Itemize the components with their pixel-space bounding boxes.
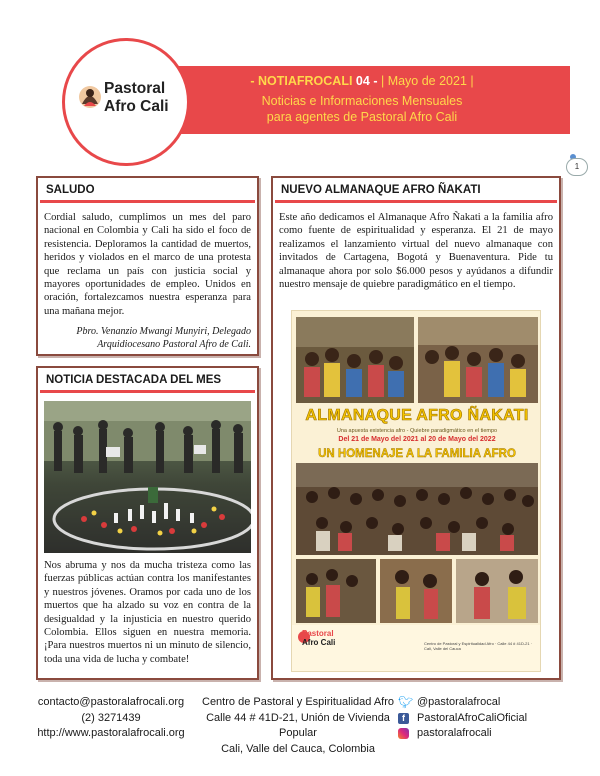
logo-line2: Afro Cali <box>104 98 169 115</box>
subtitle-line2: para agentes de Pastoral Afro Cali <box>266 110 458 124</box>
footer-center-name: Centro de Pastoral y Espiritualidad Afro <box>202 696 394 708</box>
almanaque-poster <box>291 310 541 672</box>
noticia-box <box>36 366 259 680</box>
protest-memorial-photo <box>44 401 251 553</box>
footer-website[interactable]: http://www.pastoralafrocali.org <box>37 727 185 739</box>
instagram-handle: pastoralafrocali <box>417 727 492 739</box>
signature-line2: Arquidiocesano Pastoral Afro de Cali. <box>97 338 251 350</box>
poster-title: ALMANAQUE AFRO ÑAKATI <box>305 407 529 424</box>
facebook-handle: PastoralAfroCaliOficial <box>417 711 528 724</box>
logo-text <box>104 80 169 116</box>
footer-street: Calle 44 # 41D-21, Unión de Vivienda Popular <box>206 711 390 739</box>
footer-social <box>398 695 568 742</box>
protest-memorial-illustration <box>44 401 251 553</box>
saludo-title: SALUDO <box>40 178 255 203</box>
issue-separator: - <box>373 74 378 88</box>
poster-footer-text: Centro de Pastoral y Espiritualidad Afro · Calle 44 # 41D-21 · Cali, Valle del Cauca <box>424 641 533 651</box>
saludo-body: Cordial saludo, cumplimos un mes del paro nacional en Colombia y Cali ha sido el foco de resistencia. Deploramos la cantidad de muertos, heridos y violados en el marco de una protesta que reclama un país con justicia social y mayores oportunidades de empleo. Unidos en oración, fortalezcamos nuestra esperanza para una mañana mejor. <box>44 212 251 317</box>
social-twitter[interactable] <box>398 695 568 711</box>
poster-dates: Del 21 de Mayo del 2021 al 20 de Mayo del 2022 <box>338 436 496 443</box>
poster-logo-line1: Pastoral <box>302 629 334 638</box>
issue-number: 04 <box>355 74 370 88</box>
banner-subtitle <box>162 93 562 125</box>
poster-logo-line2: Afro Cali <box>302 638 336 647</box>
saludo-signature <box>38 318 257 351</box>
saludo-box <box>36 176 259 356</box>
instagram-icon <box>398 728 409 739</box>
subtitle-line1: Noticias e Informaciones Mensuales <box>261 94 463 108</box>
poster-tagline: UN HOMENAJE A LA FAMILIA AFRO <box>318 448 516 460</box>
signature-line1: Pbro. Venanzio Mwangi Munyiri, Delegado <box>76 326 251 338</box>
footer-city: Cali, Valle del Cauca, Colombia <box>221 742 375 755</box>
poster-photo-collage <box>292 311 541 672</box>
noticia-title: NOTICIA DESTACADA DEL MES <box>40 368 255 393</box>
poster-logo <box>302 629 335 647</box>
noticia-body: Nos abruma y nos da mucha tristeza como las fuerzas públicas actúan contra los manifestantes y nuestros jóvenes. Oramos por cada uno de los muertos que ha alzado su voz en contra de la desigualdad y la injusticia en nuestro querido Colombia. Ellos siguen en nuestra memoria. ¡Para nuestros muertos ni un minuto de silencio, toda una vida de lucha y combate! <box>44 560 251 665</box>
twitter-icon: 🐦︎ <box>398 695 414 710</box>
issue-date: | Mayo de 2021 | <box>380 74 474 88</box>
page-number-badge: 1 <box>566 158 588 176</box>
footer-contact <box>36 695 186 742</box>
almanaque-body: Este año dedicamos el Almanaque Afro Ñakati a la familia afro como fuente de espiritualidad y esperanza. El 21 de mayo realizamos el lanzamiento virtual del nuevo almanaque con invitados de Cartagena, Bogotá y Buenaventura. Pide tu almanaque ahora por solo $6.000 pesos y ayúdanos a difundir nuestro mensaje de quiebre paradigmático en el tiempo. <box>279 212 553 291</box>
facebook-icon: f <box>398 713 409 724</box>
logo-line1: Pastoral <box>104 80 166 97</box>
newsletter-name: - NOTIAFROCALI <box>250 74 353 88</box>
logo-figure-icon <box>78 84 102 110</box>
social-instagram[interactable] <box>398 726 568 742</box>
banner-title <box>162 74 562 88</box>
footer-address <box>192 695 404 757</box>
poster-subtitle: Una apuesta existencia afro - Quiebre paradigmático en el tiempo <box>336 428 498 434</box>
footer-email[interactable]: contacto@pastoralafrocali.org <box>37 696 185 708</box>
footer-phone: (2) 3271439 <box>81 711 141 724</box>
social-facebook[interactable] <box>398 711 568 727</box>
almanaque-title: NUEVO ALMANAQUE AFRO ÑAKATI <box>275 178 557 203</box>
twitter-handle: @pastoralafrocal <box>417 696 501 708</box>
almanaque-box <box>271 176 561 680</box>
